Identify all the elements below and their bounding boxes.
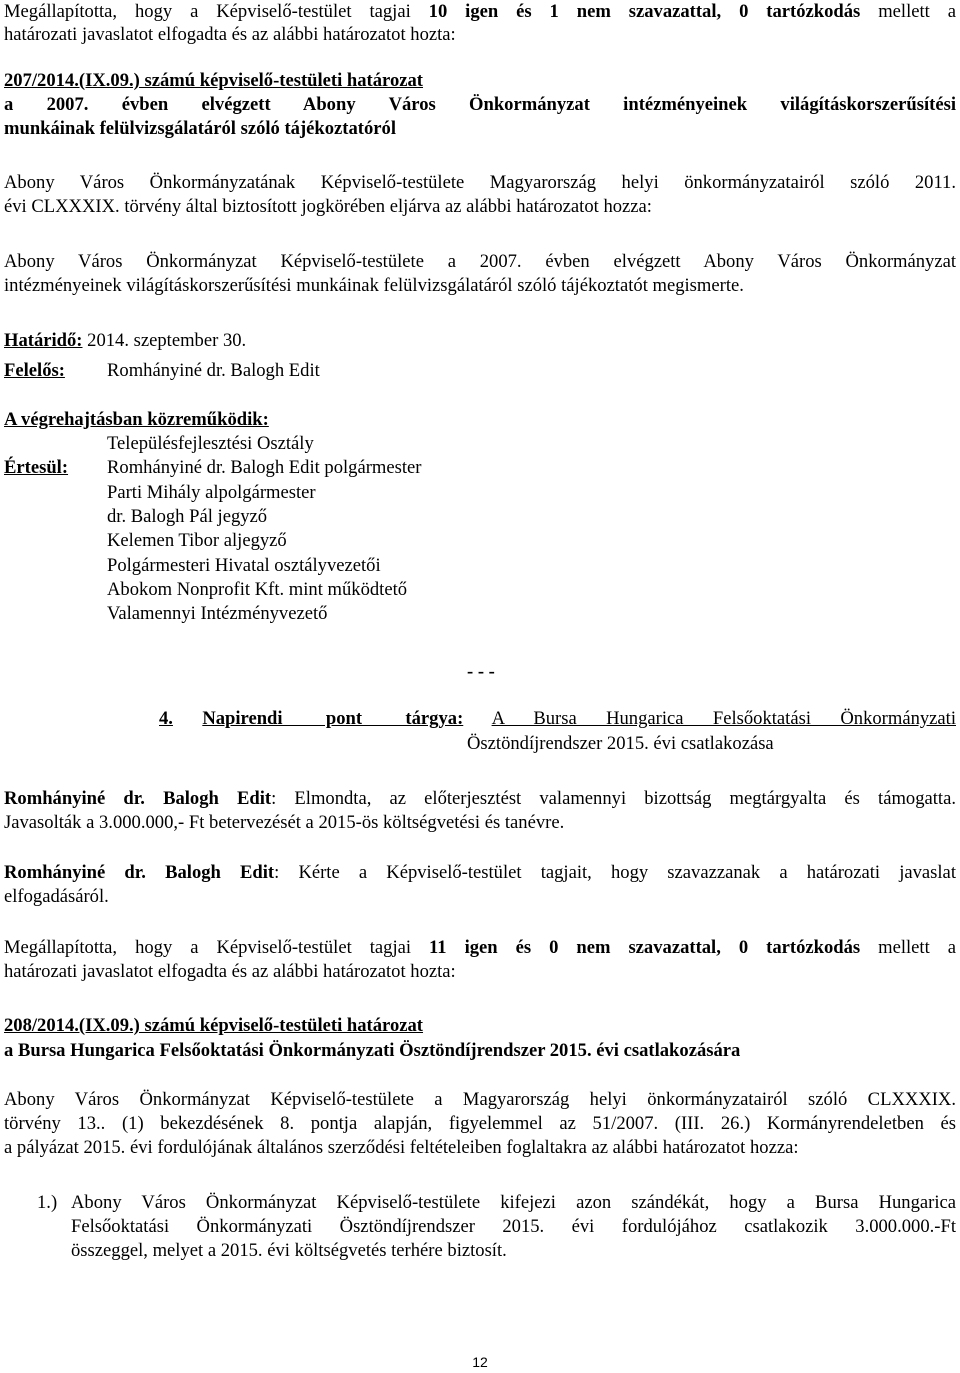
agenda-title-2: Ösztöndíjrendszer 2015. évi csatlakozása — [467, 733, 774, 754]
deadline-label: Határidő: — [4, 330, 83, 351]
resolution-207-preamble-1: Abony Város Önkormányzatának Képviselő-testülete Magyarország helyi önkormányzatairól szóló 2011. — [4, 172, 956, 193]
resolution-207-title: 207/2014.(IX.09.) számú képviselő-testületi határozat — [4, 70, 424, 91]
resolution-207-subject-2: munkáinak felülvizsgálatáról szóló tájékoztatóról — [4, 118, 396, 139]
responsible — [4, 360, 65, 382]
agenda-heading — [159, 708, 956, 730]
vote-count: 11 igen és 0 nem szavazattal, 0 tartózkodás — [429, 937, 861, 958]
item-1-line-3: összeggel, melyet a 2015. évi költségvetés terhére biztosít. — [71, 1240, 507, 1261]
notify-item: Romhányiné dr. Balogh Edit polgármester — [107, 457, 422, 478]
notify-item: dr. Balogh Pál jegyző — [107, 506, 268, 527]
resolution-207-preamble-2: évi CLXXXIX. törvény által biztosított jogkörében eljárva az alábbi határozatot hozza: — [4, 196, 652, 217]
speech-text: : Elmondta, az előterjesztést valamennyi bizottság megtárgyalta és támogatta. — [271, 788, 956, 809]
vote-text-end: mellett a — [860, 937, 956, 958]
notify-label: Értesül: — [4, 457, 69, 478]
speech-2-line-2: elfogadásáról. — [4, 886, 109, 907]
notify-item: Parti Mihály alpolgármester — [107, 482, 316, 503]
vote-result-line-2: határozati javaslatot elfogadta és az alábbi határozatot hozta: — [4, 961, 456, 982]
speech-text: : Kérte a Képviselő-testület tagjait, hogy szavazzanak a határozati javaslat — [274, 862, 956, 883]
resolution-208-title: 208/2014.(IX.09.) számú képviselő-testületi határozat — [4, 1015, 424, 1036]
agenda-title: A Bursa Hungarica Felsőoktatási Önkormányzati — [491, 708, 956, 729]
vote-result-line — [4, 937, 956, 959]
page-number: 12 — [472, 1354, 488, 1370]
notify-item: Kelemen Tibor aljegyző — [107, 530, 287, 551]
speech-1-line-1 — [4, 788, 956, 810]
cooperating-label: A végrehajtásban közreműködik: — [4, 409, 269, 430]
item-1-line-2: Felsőoktatási Önkormányzati Ösztöndíjrendszer 2015. évi fordulójához csatlakozik 3.000.000.-Ft — [71, 1216, 956, 1237]
responsible-value: Romhányiné dr. Balogh Edit — [107, 360, 320, 381]
vote-result-line-2: határozati javaslatot elfogadta és az alábbi határozatot hozta: — [4, 24, 456, 45]
item-1-line-1: Abony Város Önkormányzat Képviselő-testülete kifejezi azon szándékát, hogy a Bursa Hungarica — [71, 1192, 956, 1213]
deadline — [4, 330, 246, 352]
resolution-208-preamble-2: törvény 13.. (1) bekezdésének 8. pontja alapján, figyelemmel az 51/2007. (III. 26.) Kormányrendeletben és — [4, 1113, 956, 1134]
resolution-207-decision-2: intézményeinek világításkorszerűsítési munkáinak felülvizsgálatáról szóló tájékoztatót megismerte. — [4, 275, 744, 296]
speaker-name: Romhányiné dr. Balogh Edit — [4, 788, 272, 809]
section-separator: - - - — [467, 661, 495, 682]
vote-text-end: mellett a — [860, 1, 956, 22]
resolution-208-subject: a Bursa Hungarica Felsőoktatási Önkormányzati Ösztöndíjrendszer 2015. évi csatlakozására — [4, 1040, 741, 1061]
resolution-207-decision-1: Abony Város Önkormányzat Képviselő-testülete a 2007. évben elvégzett Abony Város Önkormányzat — [4, 251, 956, 272]
vote-text: Megállapította, hogy a Képviselő-testület tagjai — [4, 937, 430, 958]
vote-text: Megállapította, hogy a Képviselő-testület tagjai — [4, 1, 429, 22]
item-1-number: 1.) — [37, 1192, 58, 1213]
cooperating-value: Településfejlesztési Osztály — [107, 433, 314, 454]
resolution-207-subject-1: a 2007. évben elvégzett Abony Város Önkormányzat intézményeinek világításkorszerűsítési — [4, 94, 956, 115]
notify-item: Polgármesteri Hivatal osztályvezetői — [107, 555, 381, 576]
agenda-number: 4. — [159, 708, 173, 729]
vote-count: 10 igen és 1 nem szavazattal, 0 tartózkodás — [428, 1, 861, 22]
agenda-label: Napirendi pont tárgya: — [202, 708, 464, 729]
responsible-label: Felelős: — [4, 360, 65, 381]
speech-1-line-2: Javasolták a 3.000.000,- Ft betervezését a 2015-ös költségvetési és tanévre. — [4, 812, 565, 833]
resolution-208-preamble-3: a pályázat 2015. évi fordulójának általános szerződési feltételeiben foglaltakra az alábbi határozatot hozza: — [4, 1137, 799, 1158]
resolution-208-preamble-1: Abony Város Önkormányzat Képviselő-testülete a Magyarország helyi önkormányzatairól szóló CLXXXIX. — [4, 1089, 956, 1110]
notify-item: Valamennyi Intézményvezető — [107, 603, 328, 624]
vote-result-line — [4, 1, 956, 23]
speaker-name: Romhányiné dr. Balogh Edit — [4, 862, 275, 883]
deadline-value: 2014. szeptember 30. — [82, 330, 247, 351]
speech-2-line-1 — [4, 862, 956, 884]
notify-item: Abokom Nonprofit Kft. mint működtető — [107, 579, 408, 600]
